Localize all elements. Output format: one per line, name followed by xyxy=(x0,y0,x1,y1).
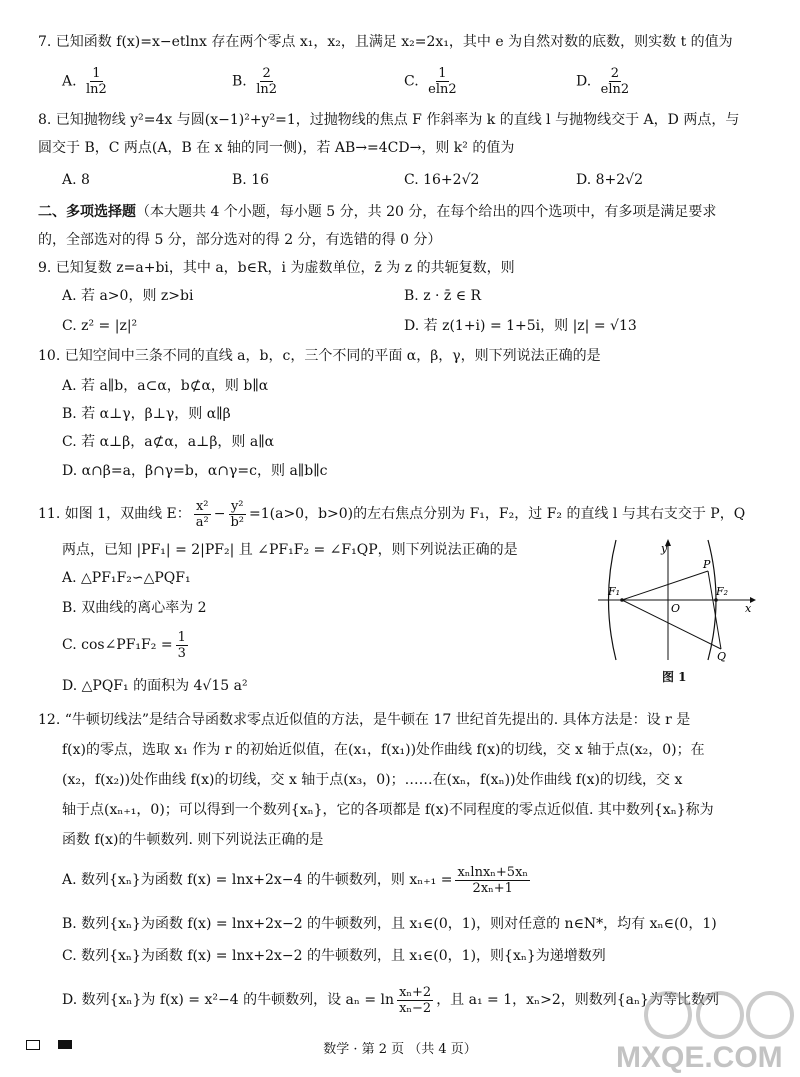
q12-option-d: D. 数列{xₙ}为 f(x) = x²−4 的牛顿数列，设 aₙ = ln $\frac{\text{xₙ+2}}{\text{xₙ−2}}$ ，且 a₁ = 1，xₙ>2，则数列{aₙ}为等比数列 xyxy=(62,984,719,1016)
label-x: x xyxy=(745,602,752,615)
q11-y-fraction: $\frac{\text{y²}}{\text{b²}}$ xyxy=(230,498,244,530)
q12-option-b: B. 数列{xₙ}为函数 f(x) = lnx+2x−2 的牛顿数列，且 x₁∈(0，1)，则对任意的 n∈N*，均有 xₙ∈(0，1) xyxy=(62,916,717,932)
q11-option-c: C. cos∠PF₁F₂ = $\frac{1}{3}$ xyxy=(62,629,186,661)
q8-option-a: A. 8 xyxy=(62,172,90,188)
q8-option-d: D. 8+2√2 xyxy=(576,172,643,188)
q11-stem-line2: 两点，已知 |PF₁| = 2|PF₂| 且 ∠PF₁F₂ = ∠F₁QP，则下列说法正确的是 xyxy=(62,542,518,558)
section2-title: 二、多项选择题 xyxy=(38,204,136,220)
line-p-q xyxy=(708,571,721,649)
q12-line3: (x₂，f(x₂))处作曲线 f(x)的切线，交 x 轴于点(x₃，0)；……在(xₙ，f(xₙ))处作曲线 f(x)的切线，交 x xyxy=(62,772,683,788)
q7-option-c: C. $\frac{1}{eln2}$ xyxy=(404,66,457,97)
q10-option-c: C. 若 α⊥β，a⊄α，a⊥β，则 a∥α xyxy=(62,434,275,450)
q9-option-b: B. z · z̄ ∈ R xyxy=(404,288,482,304)
q7-stem: 7. 已知函数 f(x)=x−etlnx 存在两个零点 x₁，x₂，且满足 x₂=2x₁，其中 e 为自然对数的底数，则实数 t 的值为 xyxy=(38,34,733,50)
q10-stem: 10. 已知空间中三条不同的直线 a，b，c，三个不同的平面 α，β，γ，则下列说法正确的是 xyxy=(38,348,601,364)
q8-stem-line1: 8. 已知抛物线 y²=4x 与圆(x−1)²+y²=1，过抛物线的焦点 F 作斜率为 k 的直线 l 与抛物线交于 A，D 两点，与 xyxy=(38,112,740,128)
section2-header xyxy=(38,202,716,222)
q9-option-a: A. 若 a>0，则 z>bi xyxy=(62,288,194,304)
q11-c-fraction: $\frac{1}{3}$ xyxy=(177,629,186,661)
q12-line1: 12. “牛顿切线法”是结合导函数求零点近似值的方法，是牛顿在 17 世纪首先提出的. 具体方法是：设 r 是 xyxy=(38,712,691,728)
q8-option-b: B. 16 xyxy=(232,172,270,188)
q7-option-d: D. $\frac{2}{eln2}$ xyxy=(576,66,630,97)
label-o: O xyxy=(671,602,681,615)
q12-line5: 函数 f(x)的牛顿数列. 则下列说法正确的是 xyxy=(62,832,324,848)
q7-option-b: B. $\frac{2}{\ln 2}$ xyxy=(232,66,278,97)
q7-d-fraction: $\frac{2}{eln2}$ xyxy=(600,66,630,97)
q7-c-fraction: $\frac{1}{eln2}$ xyxy=(428,66,457,97)
label-p: P xyxy=(703,558,711,571)
q12-option-c: C. 数列{xₙ}为函数 f(x) = lnx+2x−2 的牛顿数列，且 x₁∈(0，1)，则{xₙ}为递增数列 xyxy=(62,948,606,964)
q8-option-c: C. 16+2√2 xyxy=(404,172,480,188)
q11-stem-line1: 11. 如图 1，双曲线 E： $\frac{\text{x²}}{\text{a²}}$ − $\frac{\text{y²}}{\text{b²}}$ =1(a>0，b>0)的左右焦点分别为 F₁，F₂，过 F₂ 的直线 l 与其右支交于 P，Q xyxy=(38,498,746,530)
q11-option-b: B. 双曲线的离心率为 2 xyxy=(62,600,207,616)
q9-stem: 9. 已知复数 z=a+bi，其中 a，b∈R，i 为虚数单位，z̄ 为 z 的共轭复数，则 xyxy=(38,260,515,276)
label-q: Q xyxy=(717,650,727,663)
label-f2: F₂ xyxy=(716,585,729,598)
watermark-circle-2 xyxy=(698,993,742,1037)
q7-a-fraction: $\frac{1}{\ln 2}$ xyxy=(86,66,107,97)
watermark-logo xyxy=(610,985,800,1077)
section2-desc2: 的，全部选对的得 5 分，部分选对的得 2 分，有选错的得 0 分） xyxy=(38,232,442,248)
q12-line4: 轴于点(xₙ₊₁，0)；可以得到一个数列{xₙ}，它的各项都是 f(x)不同程度的零点近似值. 其中数列{xₙ}称为 xyxy=(62,802,714,818)
q11-option-d: D. △PQF₁ 的面积为 4√15 a² xyxy=(62,678,248,694)
watermark-text: MXQE.COM xyxy=(616,1041,783,1074)
page-footer: 数学 · 第 2 页 （共 4 页） xyxy=(323,1042,477,1057)
q7-b-fraction: $\frac{2}{\ln 2}$ xyxy=(256,66,278,97)
q12-option-a: A. 数列{xₙ}为函数 f(x) = lnx+2x−4 的牛顿数列，则 xₙ₊₁ = $\frac{\text{xₙlnxₙ+5xₙ}}{\text{2xₙ+1}}$ xyxy=(62,864,529,896)
q12-a-fraction: $\frac{\text{xₙlnxₙ+5xₙ}}{\text{2xₙ+1}}$ xyxy=(457,864,529,896)
q11-x-fraction: $\frac{\text{x²}}{\text{a²}}$ xyxy=(195,498,209,530)
q12-d-fraction: $\frac{\text{xₙ+2}}{\text{xₙ−2}}$ xyxy=(399,984,432,1016)
hyperbola-figure xyxy=(598,538,758,663)
point-f1 xyxy=(620,598,624,602)
section2-desc1: （本大题共 4 个小题，每小题 5 分，共 20 分，在每个给出的四个选项中，有多项是满足要求 xyxy=(136,204,717,220)
q10-option-b: B. 若 α⊥γ，β⊥γ，则 α∥β xyxy=(62,406,231,422)
line-f1-p xyxy=(622,571,708,600)
watermark-circle-3 xyxy=(748,993,792,1037)
point-f2 xyxy=(714,598,718,602)
q10-option-d: D. α∩β=a，β∩γ=b，α∩γ=c，则 a∥b∥c xyxy=(62,463,328,479)
q12-line2: f(x)的零点，选取 x₁ 作为 r 的初始近似值，在(x₁，f(x₁))处作曲线 f(x)的切线，交 x 轴于点(x₂，0)；在 xyxy=(62,742,705,758)
figure-caption: 图 1 xyxy=(662,670,687,684)
q9-option-c: C. z² = |z|² xyxy=(62,318,138,334)
q8-stem-line2: 圆交于 B，C 两点(A，B 在 x 轴的同一侧)，若 AB→=4CD→，则 k² 的值为 xyxy=(38,140,515,156)
label-f1: F₁ xyxy=(608,585,621,598)
q7-option-a: A. $\frac{1}{\ln 2}$ xyxy=(62,66,107,97)
label-y: y xyxy=(661,542,668,555)
q9-option-d: D. 若 z(1+i) = 1+5i，则 |z| = √13 xyxy=(404,318,637,334)
q11-option-a: A. △PF₁F₂∽△PQF₁ xyxy=(62,570,191,586)
q10-option-a: A. 若 a∥b，a⊂α，b⊄α，则 b∥α xyxy=(62,378,269,394)
watermark-circle-1 xyxy=(646,993,690,1037)
